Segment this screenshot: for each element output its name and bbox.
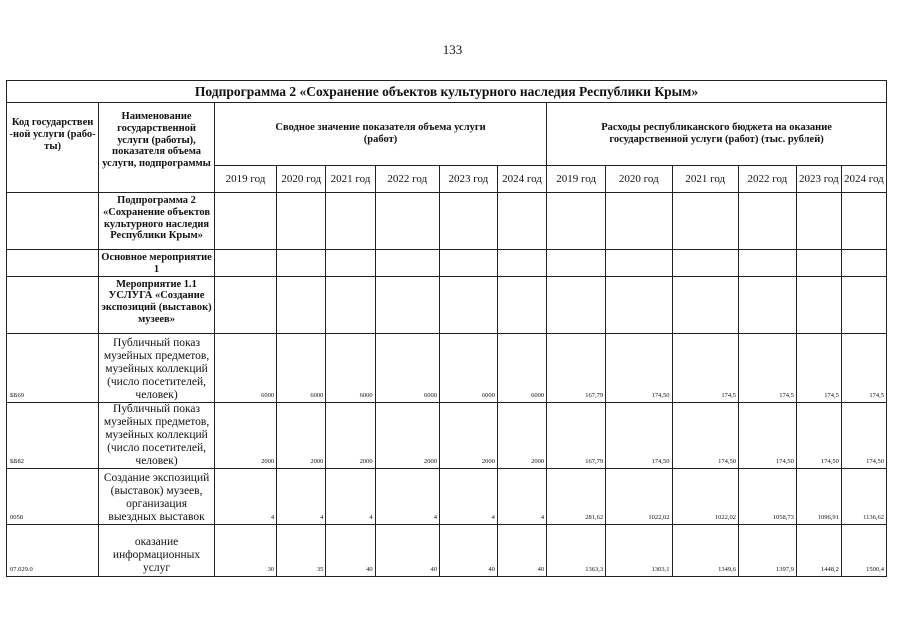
header-row [7, 103, 887, 166]
volume-value: 2000 [277, 402, 326, 468]
expense-value [796, 250, 841, 277]
volume-value: 6000 [439, 333, 497, 402]
volume-value: 4 [277, 468, 326, 524]
volume-value: 2000 [326, 402, 375, 468]
expense-value: 174,50 [606, 333, 672, 402]
table-row [7, 333, 887, 402]
service-name: Мероприятие 1.1 УСЛУГА «Создание экспозиций (выставок) музеев» [99, 276, 215, 333]
expense-value [672, 193, 738, 250]
expense-value: 1303,1 [606, 524, 672, 576]
service-name: Создание экспозиций (выставок) музеев, организация выездных выставок [99, 468, 215, 524]
volume-value: 4 [214, 468, 276, 524]
volume-value: 2000 [497, 402, 546, 468]
title-row [7, 81, 887, 103]
expense-value [738, 276, 796, 333]
expense-value: 1397,9 [738, 524, 796, 576]
volume-value [497, 193, 546, 250]
year-volume-2022: 2022 год [375, 166, 439, 193]
table-row [7, 276, 887, 333]
expense-value [547, 250, 606, 277]
expense-value: 174,5 [796, 333, 841, 402]
table-row [7, 250, 887, 277]
year-volume-2021: 2021 год [326, 166, 375, 193]
year-expenses-2021: 2021 год [672, 166, 738, 193]
page-number: 133 [442, 42, 463, 57]
service-code: 07.029.0 [7, 524, 99, 576]
volume-value: 35 [277, 524, 326, 576]
services-table [6, 80, 887, 577]
expense-value [547, 193, 606, 250]
service-name: оказание информационных услуг [99, 524, 215, 576]
volume-value [497, 276, 546, 333]
volume-value: 6000 [277, 333, 326, 402]
expense-value [841, 193, 886, 250]
table-row [7, 402, 887, 468]
year-expenses-2022: 2022 год [738, 166, 796, 193]
year-expenses-2020: 2020 год [606, 166, 672, 193]
volume-value [277, 193, 326, 250]
volume-value: 40 [326, 524, 375, 576]
service-code: ББ82 [7, 402, 99, 468]
service-code [7, 250, 99, 277]
expense-value: 1096,91 [796, 468, 841, 524]
expense-value [738, 193, 796, 250]
year-expenses-2023: 2023 год [796, 166, 841, 193]
expense-value [796, 276, 841, 333]
year-volume-2019: 2019 год [214, 166, 276, 193]
volume-value [214, 193, 276, 250]
volume-value: 2000 [439, 402, 497, 468]
service-name: Подпрограмма 2 «Сохранение объектов культурного наследия Республики Крым» [99, 193, 215, 250]
service-code [7, 193, 99, 250]
expense-value [841, 250, 886, 277]
expense-value [606, 193, 672, 250]
expense-value [796, 193, 841, 250]
volume-value [375, 276, 439, 333]
volume-value [277, 250, 326, 277]
expense-value: 174,5 [672, 333, 738, 402]
volume-value [439, 250, 497, 277]
volume-value [375, 193, 439, 250]
volume-value [214, 276, 276, 333]
year-volume-2024: 2024 год [497, 166, 546, 193]
expense-value: 1500,4 [841, 524, 886, 576]
expense-value: 1349,6 [672, 524, 738, 576]
volume-value: 6000 [375, 333, 439, 402]
volume-value: 4 [375, 468, 439, 524]
expense-value [841, 276, 886, 333]
expense-value [672, 276, 738, 333]
volume-value: 30 [214, 524, 276, 576]
expense-value [738, 250, 796, 277]
expense-value [547, 276, 606, 333]
volume-value: 4 [326, 468, 375, 524]
expense-value: 167,79 [547, 402, 606, 468]
expense-value: 1022,02 [672, 468, 738, 524]
service-code [7, 276, 99, 333]
volume-value [326, 193, 375, 250]
expense-value: 174,5 [738, 333, 796, 402]
volume-value [375, 250, 439, 277]
volume-value: 2000 [214, 402, 276, 468]
volume-value: 2000 [375, 402, 439, 468]
table-title: Подпрограмма 2 «Сохранение объектов культурного наследия Республики Крым» [7, 81, 887, 103]
volume-header: Сводное значение показателя объема услуги (работ) [214, 103, 546, 166]
expense-value: 174,5 [841, 333, 886, 402]
volume-value: 40 [497, 524, 546, 576]
code-header: Код государствен -ной услуги (рабо-ты) [7, 103, 99, 193]
service-code: 0058 [7, 468, 99, 524]
volume-value [326, 276, 375, 333]
service-code: ББ69 [7, 333, 99, 402]
expense-value [606, 276, 672, 333]
volume-value [326, 250, 375, 277]
year-expenses-2024: 2024 год [841, 166, 886, 193]
expense-value: 174,50 [606, 402, 672, 468]
expense-value: 174,50 [672, 402, 738, 468]
expense-value: 1058,73 [738, 468, 796, 524]
expense-value: 174,50 [841, 402, 886, 468]
volume-value: 40 [375, 524, 439, 576]
expense-value: 174,50 [796, 402, 841, 468]
expense-value [672, 250, 738, 277]
year-volume-2023: 2023 год [439, 166, 497, 193]
table-row [7, 468, 887, 524]
expenses-header: Расходы республиканского бюджета на оказание государственной услуги (работ) (тыс. рублей) [547, 103, 887, 166]
volume-value [439, 193, 497, 250]
volume-value: 6000 [214, 333, 276, 402]
expense-value: 1448,2 [796, 524, 841, 576]
volume-value: 4 [439, 468, 497, 524]
expense-value: 1022,02 [606, 468, 672, 524]
table-row [7, 193, 887, 250]
name-header: Наименование государственной услуги (работы), показателя объема услуги, подпрограммы [99, 103, 215, 193]
volume-value: 4 [497, 468, 546, 524]
expense-value: 281,62 [547, 468, 606, 524]
service-name: Публичный показ музейных предметов, музейных коллекций (число посетителей, человек) [99, 333, 215, 402]
service-name: Основное мероприятие 1 [99, 250, 215, 277]
expense-value: 167,79 [547, 333, 606, 402]
volume-value [214, 250, 276, 277]
volume-value [497, 250, 546, 277]
service-name: Публичный показ музейных предметов, музейных коллекций (число посетителей, человек) [99, 402, 215, 468]
year-expenses-2019: 2019 год [547, 166, 606, 193]
volume-value: 6000 [326, 333, 375, 402]
year-volume-2020: 2020 год [277, 166, 326, 193]
volume-value [277, 276, 326, 333]
table-row [7, 524, 887, 576]
expense-value: 174,50 [738, 402, 796, 468]
volume-value: 40 [439, 524, 497, 576]
volume-value: 6000 [497, 333, 546, 402]
expense-value: 1363,3 [547, 524, 606, 576]
volume-value [439, 276, 497, 333]
expense-value [606, 250, 672, 277]
expense-value: 1136,62 [841, 468, 886, 524]
